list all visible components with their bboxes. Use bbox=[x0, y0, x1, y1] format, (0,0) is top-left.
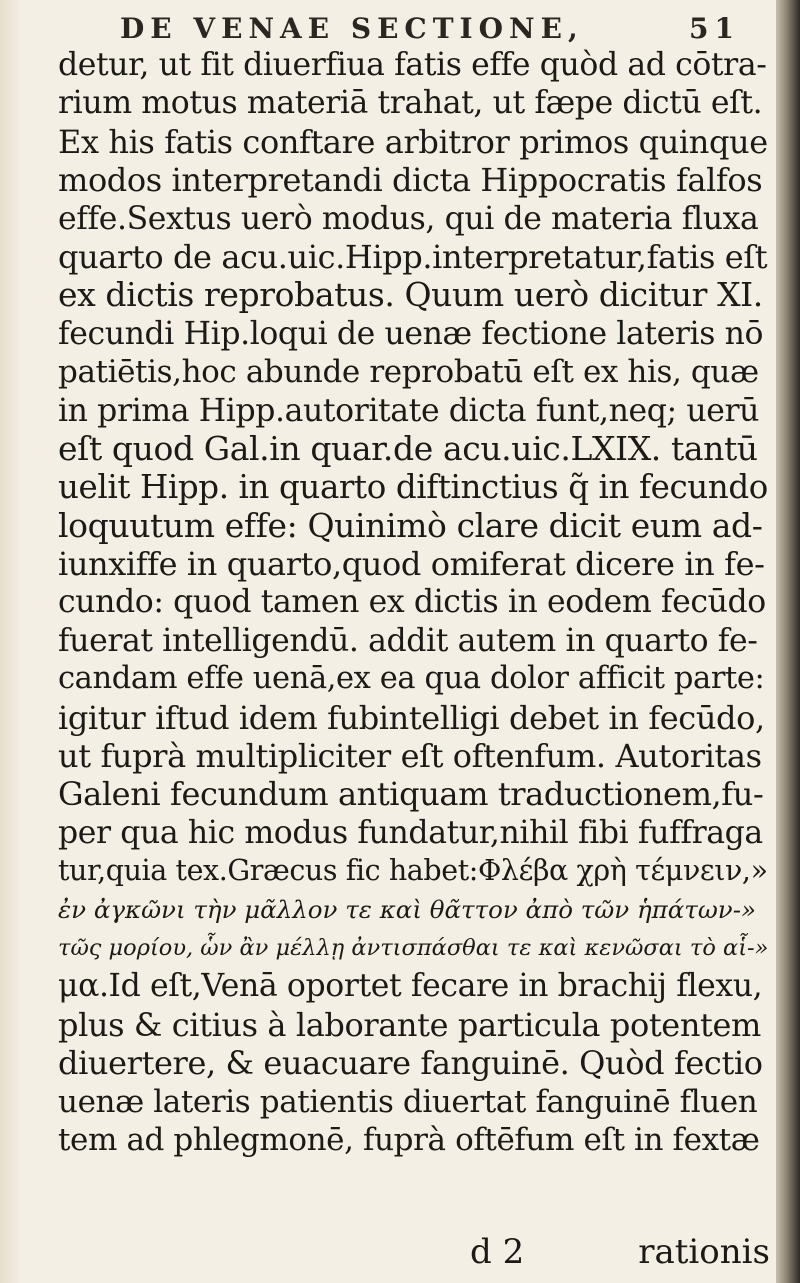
text-line: igitur iftud idem fubintelligi debet in fecūdo, bbox=[58, 698, 765, 737]
text-line: cundo: quod tamen ex dictis in eodem fecūdo bbox=[58, 584, 766, 621]
text-line: patiētis,hoc abunde reprobatū eſt ex his, quæ bbox=[58, 354, 759, 391]
text-line: candam effe uenā,ex ea qua dolor afficit parte: bbox=[58, 661, 765, 697]
text-line: rium motus materiā trahat, ut fæpe dictū eſt. bbox=[58, 85, 763, 122]
body-text bbox=[58, 46, 768, 1159]
text-line: ἐν ἀγκῶνι τὴν μᾶλλον τε καὶ θᾶττον ἀπὸ τῶν ἡπάτων-» bbox=[58, 894, 756, 924]
signature-mark: d 2 bbox=[470, 1232, 525, 1272]
text-line: ex dictis reprobatus. Quum uerò dicitur XI. bbox=[58, 275, 763, 315]
text-line: tur,quia tex.Græcus fic habet:Φλέβα χρὴ τέμνειν,» bbox=[58, 854, 768, 888]
running-title: DE VENAE SECTIONE, bbox=[120, 11, 584, 45]
text-line: detur, ut fit diuerfiua fatis effe quòd ad cōtra- bbox=[58, 47, 767, 83]
catchword: rationis bbox=[638, 1232, 770, 1272]
text-line: quarto de acu.uic.Hipp.interpretatur,fatis eſt bbox=[58, 237, 768, 276]
binding-gutter bbox=[776, 0, 800, 1283]
text-line: uelit Hipp. in quarto diftinctius q̃ in fecundo bbox=[58, 468, 768, 507]
text-line: eſt quod Gal.in quar.de acu.uic.LXIX. tantū bbox=[58, 428, 758, 468]
text-line: ut fuprà multipliciter eſt oftenfum. Autoritas bbox=[58, 737, 762, 776]
page-footer bbox=[470, 1232, 770, 1272]
text-line: diuertere, & euacuare fanguinē. Quòd fectio bbox=[58, 1044, 763, 1083]
text-line: plus & citius à laborante particula potentem bbox=[58, 1005, 761, 1044]
text-line: effe.Sextus uerò modus, qui de materia fluxa bbox=[58, 200, 759, 237]
text-line: fecundi Hip.loqui de uenæ fectione lateris nō bbox=[58, 315, 764, 352]
text-line: per qua hic modus fundatur,nihil fibi fuffraga bbox=[58, 814, 763, 851]
running-header bbox=[120, 8, 740, 48]
text-line: modos interpretandi dicta Hippocratis falfos bbox=[58, 161, 763, 200]
page-edge-shadow bbox=[0, 0, 22, 1283]
text-line: loquutum effe: Quinimò clare dicit eum ad- bbox=[58, 505, 763, 545]
text-line: μα.Id eſt,Venā oportet fecare in brachij flexu, bbox=[58, 968, 763, 1005]
text-line: Ex his fatis conftare arbitror primos quinque bbox=[58, 122, 768, 161]
text-line: Galeni fecundum antiquam traductionem,fu- bbox=[58, 775, 764, 814]
page-number: 51 bbox=[689, 11, 740, 45]
text-line: iunxiffe in quarto,quod omiferat dicere in fe- bbox=[58, 545, 765, 584]
text-line: tem ad phlegmonē, fuprà oftēfum eſt in fextæ bbox=[58, 1121, 760, 1158]
text-line: τῶς μορίου, ὧν ἂν μέλλῃ ἀντισπάσθαι τε καὶ κενῶσαι τὸ αἷ-» bbox=[58, 934, 769, 961]
text-line: uenæ lateris patientis diuertat fanguinē fluen bbox=[58, 1083, 758, 1120]
text-line: in prima Hipp.autoritate dicta funt,neq; uerū bbox=[58, 392, 760, 429]
text-line: fuerat intelligendū. addit autem in quarto fe- bbox=[58, 622, 758, 659]
